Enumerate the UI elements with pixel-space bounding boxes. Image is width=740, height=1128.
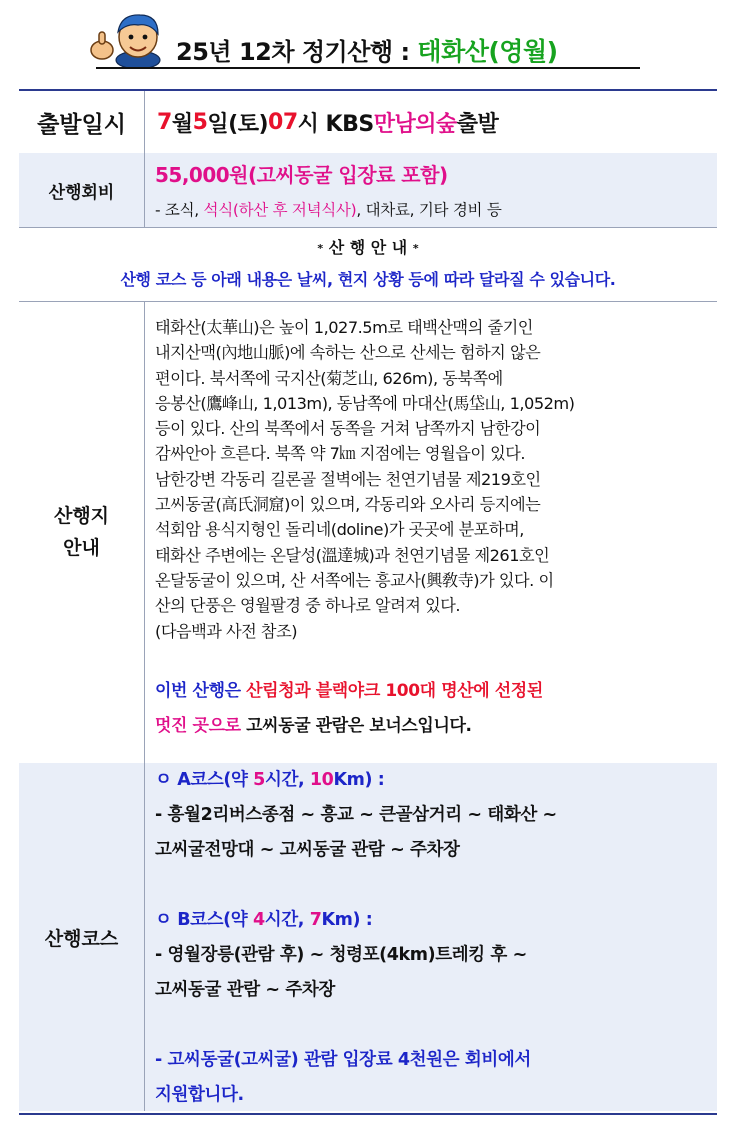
intro-line: 감싸안아 흐른다. 북쪽 약 7㎞ 지점에는 영월읍이 있다. <box>155 444 526 464</box>
course-a-km: 10 <box>309 770 334 790</box>
course-b-end: Km) : <box>321 910 373 930</box>
title-mountain: 태화산(영월) <box>417 37 558 66</box>
notice-heading <box>19 235 717 258</box>
fee-note <box>155 198 502 220</box>
course-value <box>145 763 717 1111</box>
fee-amount: 55,000원(고씨동굴 입장료 포함) <box>155 163 448 187</box>
fee-note-suffix: , 대차료, 기타 경비 등 <box>356 201 502 219</box>
notice-star-right: * <box>412 242 419 255</box>
fee-note-highlight: 석식(하산 후 저녁식사) <box>203 201 357 219</box>
intro-value <box>145 301 717 763</box>
notice-heading-text: 산 행 안 내 <box>328 238 408 257</box>
departure-hour: 07 <box>268 109 298 135</box>
departure-row <box>19 91 717 154</box>
course-a-route: 고씨굴전망대 ~ 고씨동굴 관람 ~ 주차장 <box>155 840 460 860</box>
highlight-part-d: 고씨동굴 관람은 보너스입니다. <box>240 716 472 736</box>
course-b-name: B코스(약 <box>177 910 253 930</box>
intro-line: 태화산(太華山)은 높이 1,027.5m로 태백산맥의 줄기인 <box>155 318 533 337</box>
notice-star-left: * <box>317 242 324 255</box>
course-b-route: - 영월장릉(관람 후) ~ 청령포(4km)트레킹 후 ~ <box>155 945 527 965</box>
departure-month-unit: 월 <box>171 111 193 137</box>
departure-day: 5 <box>192 109 208 135</box>
departure-day-unit: 일(토) <box>207 111 269 137</box>
course-a-hours: 5 <box>253 770 265 790</box>
highlight-part-c: 멋진 곳으로 <box>155 716 241 736</box>
course-note: - 고씨동굴(고씨굴) 관람 입장료 4천원은 회비에서 <box>155 1050 531 1070</box>
intro-text <box>155 315 715 644</box>
notice-row <box>19 227 717 302</box>
highlight-part-a: 이번 산행은 <box>155 681 247 701</box>
header <box>88 6 648 68</box>
intro-highlight <box>155 674 543 744</box>
departure-value <box>145 91 717 153</box>
intro-line: 편이다. 북서쪽에 국지산(菊芝山, 626m), 동북쪽에 <box>155 368 503 388</box>
intro-line: 내지산맥(內地山脈)에 속하는 산으로 산세는 험하지 않은 <box>155 343 541 363</box>
intro-label-line1: 산행지 <box>53 505 110 527</box>
course-b-route: 고씨동굴 관람 ~ 주차장 <box>155 980 335 1000</box>
course-b-mid: 시간, <box>264 910 310 930</box>
departure-hour-unit: 시 KBS <box>297 111 374 137</box>
course-a-name: A코스(약 <box>177 770 254 790</box>
info-table <box>19 89 717 1115</box>
fee-note-prefix: - 조식, <box>155 201 204 219</box>
intro-line: 석회암 용식지형인 돌리네(doline)가 곳곳에 분포하며, <box>155 520 524 540</box>
course-a-bullet: ㅇ <box>155 770 178 790</box>
departure-label: 출발일시 <box>19 91 145 153</box>
course-text <box>155 763 557 1113</box>
course-a-heading <box>155 763 557 798</box>
intro-line: 남한강변 각동리 길론골 절벽에는 천연기념물 제219호인 <box>155 469 541 489</box>
course-b-km: 7 <box>309 910 322 930</box>
intro-line: 태화산 주변에는 온달성(溫達城)과 천연기념물 제261호인 <box>155 545 550 565</box>
course-b-bullet: ㅇ <box>155 910 178 930</box>
intro-line: 고씨동굴(高氏洞窟)이 있으며, 각동리와 오사리 등지에는 <box>155 495 541 515</box>
fee-row <box>19 153 717 228</box>
intro-line: 응봉산(鷹峰山, 1,013m), 동남쪽에 마대산(馬垈山, 1,052m) <box>155 393 575 413</box>
intro-label <box>19 301 145 763</box>
course-row <box>19 763 717 1111</box>
title-prefix: 25년 12차 정기산행 : <box>176 38 418 66</box>
title-underline <box>96 67 640 69</box>
intro-line: (다음백과 사전 참조) <box>155 621 298 641</box>
course-a-route: - 흥월2리버스종점 ~ 흥교 ~ 큰골삼거리 ~ 태화산 ~ <box>155 805 557 825</box>
course-note: 지원합니다. <box>155 1085 244 1105</box>
departure-month: 7 <box>157 109 172 135</box>
course-a-mid: 시간, <box>264 770 310 790</box>
intro-line: 산의 단풍은 영월팔경 중 하나로 알려져 있다. <box>155 596 460 616</box>
page-title <box>176 32 558 68</box>
departure-place: 만남의숲 <box>373 111 457 137</box>
notice-text: 산행 코스 등 아래 내용은 날씨, 현지 상황 등에 따라 달라질 수 있습니다. <box>120 270 616 289</box>
departure-suffix: 출발 <box>456 111 499 137</box>
intro-line: 등이 있다. 산의 북쪽에서 동쪽을 거쳐 남쪽까지 남한강이 <box>155 419 541 439</box>
fee-label: 산행회비 <box>19 153 145 227</box>
course-b-heading <box>155 903 557 938</box>
fee-value <box>145 153 717 227</box>
intro-row <box>19 301 717 764</box>
highlight-part-b: 산림청과 블랙야크 100대 명산에 선정된 <box>246 681 543 701</box>
thumbs-up-mascot-icon <box>88 10 170 68</box>
intro-line: 온달동굴이 있으며, 산 서쪽에는 흥교사(興敎寺)가 있다. 이 <box>155 570 554 590</box>
course-a-end: Km) : <box>333 770 385 790</box>
course-b-hours: 4 <box>252 910 265 930</box>
intro-label-line2: 안내 <box>63 537 100 559</box>
course-label: 산행코스 <box>19 763 145 1111</box>
